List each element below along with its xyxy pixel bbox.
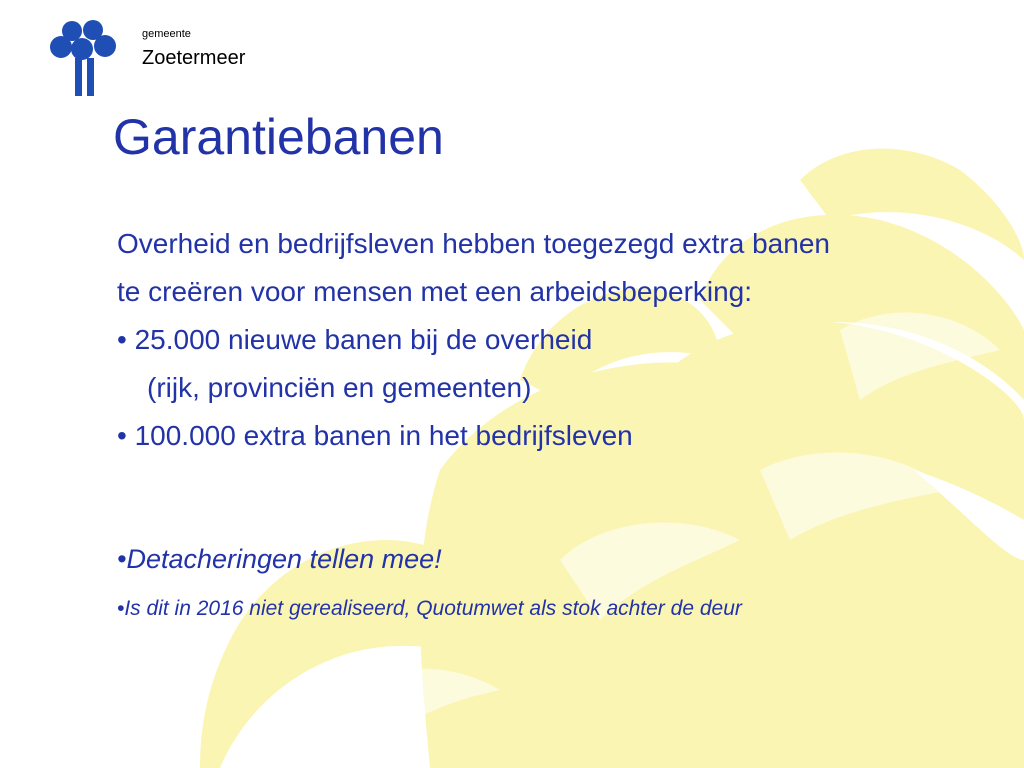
- note-bullet: •Is dit in 2016 niet gerealiseerd, Quotumwet als stok achter de deur: [117, 597, 742, 620]
- emphasis-bullet: •Detacheringen tellen mee!: [117, 544, 442, 574]
- body-line-2: te creëren voor mensen met een arbeidsbeperking:: [117, 276, 753, 307]
- slide-title: Garantiebanen: [113, 109, 444, 165]
- bullet-overheid: • 25.000 nieuwe banen bij de overheid: [117, 324, 593, 355]
- body-line-1: Overheid en bedrijfsleven hebben toegezegd extra banen: [117, 228, 830, 259]
- bullet-overheid-detail: (rijk, provinciën en gemeenten): [147, 372, 532, 403]
- slide-body: [117, 220, 830, 460]
- tree-cluster-icon: [50, 18, 120, 98]
- org-prefix: gemeente: [142, 28, 191, 40]
- org-name: Zoetermeer: [142, 47, 246, 69]
- bullet-bedrijfsleven: • 100.000 extra banen in het bedrijfsleven: [117, 420, 633, 451]
